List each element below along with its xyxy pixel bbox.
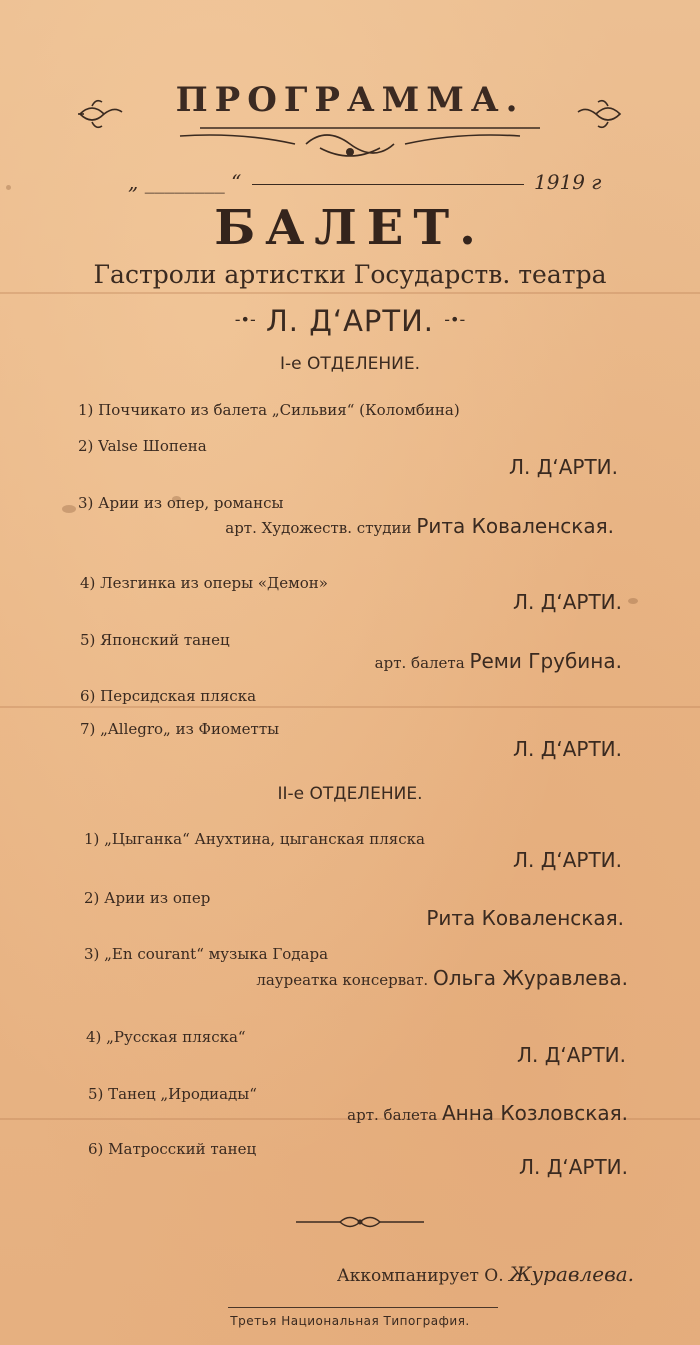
fold-crease: [0, 706, 700, 708]
tour-subtitle: Гастроли артистки Государств. театра: [93, 260, 607, 289]
performer-name: Л. Д‘АРТИ.: [508, 455, 618, 479]
left-flourish-icon: -•-: [234, 310, 256, 329]
date-year: 1919 г: [534, 170, 602, 194]
printer-rule: [228, 1307, 498, 1308]
performer-credit: арт. Художеств. студии: [225, 519, 412, 537]
performer-name: Л. Д‘АРТИ.: [512, 590, 622, 614]
list-item: 1) „Цыганка“ Анухтина, цыганская пляска: [84, 830, 425, 848]
list-item: 4) Лезгинка из оперы «Демон»: [80, 574, 328, 592]
performer-line: [225, 514, 614, 538]
section-title-part2: II-е ОТДЕЛЕНИЕ.: [277, 784, 423, 804]
performer-name: Л. Д‘АРТИ.: [512, 848, 622, 872]
star-name: Л. Д‘АРТИ.: [265, 304, 435, 338]
right-flourish-icon: -•-: [444, 310, 466, 329]
performer-name: Л. Д‘АРТИ.: [512, 737, 622, 761]
fold-crease: [0, 292, 700, 294]
performer-name: Л. Д‘АРТИ.: [518, 1155, 628, 1179]
list-item: 6) Персидская пляска: [80, 687, 257, 705]
list-item: 3) „En courant“ музыка Годара: [84, 945, 329, 963]
performer-line: [347, 1101, 628, 1125]
accompanist-label: Аккомпанирует О.: [336, 1266, 504, 1286]
ink-stain: [6, 185, 11, 190]
list-item: 3) Арии из опер, романсы: [78, 494, 284, 512]
performer-name: Анна Козловская.: [441, 1101, 628, 1125]
list-item: 6) Матросский танец: [88, 1140, 257, 1158]
performer-credit: лауреатка консерват.: [256, 971, 429, 989]
printer-credit: Третья Национальная Типография.: [230, 1314, 470, 1328]
list-item: 1) Поччикато из балета „Сильвия“ (Коломбина): [78, 401, 460, 419]
accompanist-line: [337, 1262, 634, 1286]
list-item: 4) „Русская пляска“: [86, 1028, 246, 1046]
performer-line: [256, 966, 628, 990]
list-item: 2) Valse Шопена: [78, 437, 207, 455]
performer-credit: арт. балета: [347, 1106, 438, 1124]
performer-name: Реми Грубина.: [469, 649, 622, 673]
list-item: 5) Танец „Иродиады“: [88, 1085, 257, 1103]
performer-name: Рита Коваленская.: [426, 906, 624, 930]
performer-name: Ольга Журавлева.: [432, 966, 628, 990]
ink-stain: [628, 598, 638, 604]
ink-stain: [62, 505, 76, 513]
date-blank: [252, 184, 524, 185]
accompanist-name: Журавлева.: [509, 1262, 634, 1286]
genre-heading: БАЛЕТ.: [214, 200, 486, 256]
closing-ornament: [294, 1212, 426, 1232]
performer-line: [375, 649, 622, 673]
program-title: ПРОГРАММА.: [175, 80, 525, 120]
list-item: 5) Японский танец: [80, 631, 230, 649]
star-line: [0, 304, 700, 338]
performer-name: Л. Д‘АРТИ.: [516, 1043, 626, 1067]
performer-name: Рита Коваленская.: [416, 514, 614, 538]
section-title-part1: I-е ОТДЕЛЕНИЕ.: [280, 354, 420, 374]
date-line: [128, 170, 601, 194]
list-item: 2) Арии из опер: [84, 889, 211, 907]
list-item: 7) „Allegro„ из Фиометты: [80, 720, 280, 738]
date-prefix: „ ________ “: [128, 170, 242, 194]
performer-credit: арт. балета: [374, 654, 465, 672]
